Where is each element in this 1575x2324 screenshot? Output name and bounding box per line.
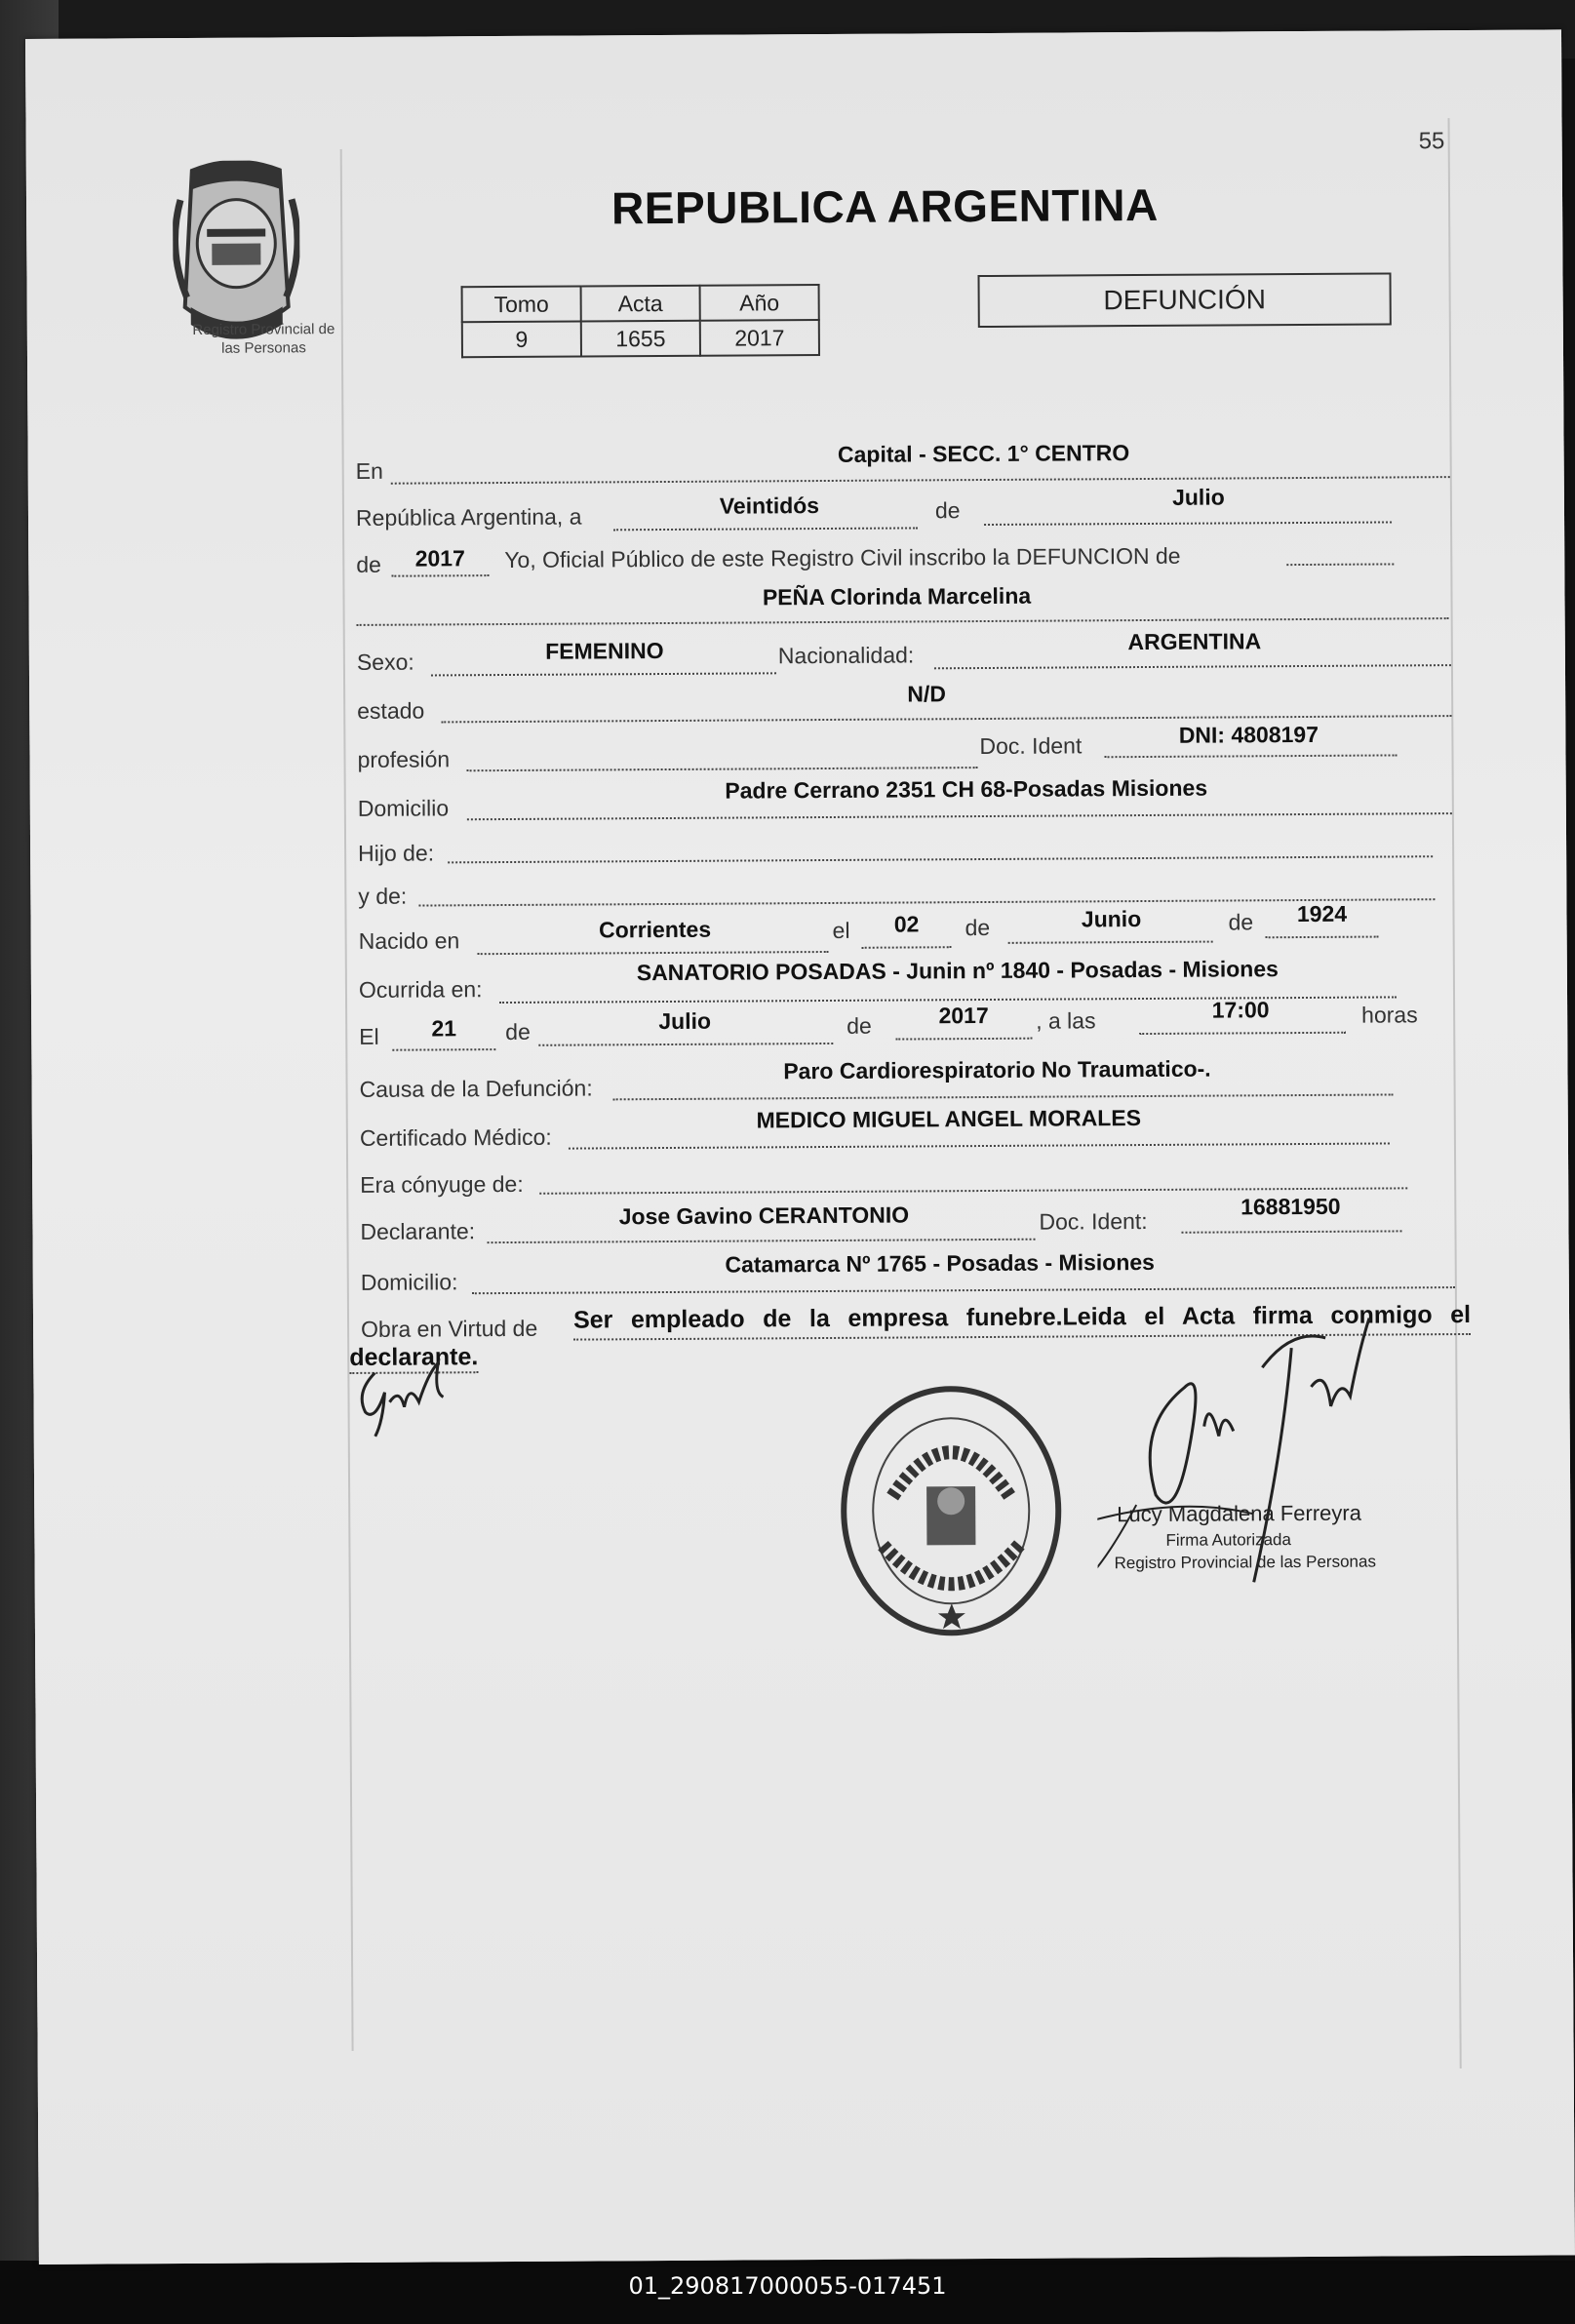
month-value: Julio	[1171, 484, 1225, 510]
official-name: Lucy Magdalena Ferreyra	[1117, 1500, 1362, 1527]
obra-value-continuation: declarante.	[349, 1343, 478, 1374]
record-table	[461, 284, 820, 358]
estado-value: N/D	[907, 681, 947, 707]
acta-header: Acta	[581, 286, 700, 322]
birth-day-value: 02	[893, 911, 920, 937]
death-month-value: Julio	[658, 1007, 712, 1035]
death-day-value: 21	[431, 1015, 457, 1042]
a-las-label: , a las	[1036, 1007, 1096, 1034]
certificado-value: MEDICO MIGUEL ANGEL MORALES	[756, 1105, 1142, 1133]
declarante-value: Jose Gavino CERANTONIO	[618, 1201, 910, 1230]
el-label: el	[832, 917, 850, 943]
handwritten-initials	[355, 1353, 463, 1441]
birth-year-value: 1924	[1296, 900, 1348, 927]
death-de2-label: de	[847, 1012, 872, 1039]
birth-de-label: de	[965, 914, 991, 941]
nacido-en-label: Nacido en	[358, 927, 460, 954]
record-type-box: DEFUNCIÓN	[977, 272, 1391, 328]
inscription-text: Yo, Oficial Público de este Registro Civil inscribo la DEFUNCION de	[504, 542, 1181, 573]
death-year-value: 2017	[938, 1002, 989, 1029]
official-role: Firma Autorizada	[1165, 1530, 1291, 1550]
declarante-doc-label: Doc. Ident:	[1039, 1207, 1148, 1235]
obra-label: Obra en Virtud de	[361, 1315, 538, 1342]
anio-header: Año	[700, 285, 819, 321]
registry-caption: Registro Provincial de las Personas	[192, 321, 335, 357]
death-time-value: 17:00	[1211, 997, 1270, 1023]
causa-value: Paro Cardiorespiratorio No Traumatico-.	[783, 1055, 1211, 1084]
nacionalidad-label: Nacionalidad:	[777, 642, 915, 669]
dni-value: DNI: 4808197	[1178, 721, 1319, 748]
tomo-value: 9	[462, 322, 581, 358]
death-de-label: de	[505, 1018, 531, 1045]
domicilio-declarante-value: Catamarca Nº 1765 - Posadas - Misiones	[725, 1248, 1155, 1278]
registry-stamp	[833, 1378, 1069, 1642]
profesion-label: profesión	[357, 746, 451, 772]
page-number: 55	[1418, 128, 1445, 155]
official-org: Registro Provincial de las Personas	[1114, 1552, 1376, 1573]
en-label: En	[355, 457, 383, 484]
certificado-label: Certificado Médico:	[359, 1123, 552, 1151]
document-title: REPUBLICA ARGENTINA	[610, 178, 1159, 234]
de-label: de	[934, 497, 961, 524]
el-date-label: El	[359, 1023, 379, 1049]
death-place-value: SANATORIO POSADAS - Junin nº 1840 - Posadas - Misiones	[636, 956, 1279, 986]
hijo-de-label: Hijo de:	[358, 840, 435, 866]
estado-label: estado	[357, 697, 425, 724]
declarante-label: Declarante:	[360, 1218, 476, 1244]
deceased-name-value: PEÑA Clorinda Marcelina	[762, 582, 1032, 611]
scan-file-id: 01_290817000055-017451	[628, 2272, 947, 2300]
domicilio-value: Padre Cerrano 2351 CH 68-Posadas Misiones	[725, 774, 1208, 804]
horas-label: horas	[1361, 1002, 1418, 1028]
domicilio-declarante-label: Domicilio:	[360, 1269, 458, 1295]
acta-value: 1655	[581, 321, 700, 357]
birth-de2-label: de	[1228, 909, 1254, 935]
republica-label: República Argentina, a	[355, 503, 582, 531]
tomo-header: Tomo	[462, 287, 581, 323]
certificate-page	[25, 29, 1575, 2265]
ocurrida-en-label: Ocurrida en:	[358, 976, 483, 1003]
doc-ident-label: Doc. Ident	[979, 732, 1083, 760]
anio-value: 2017	[700, 320, 819, 356]
place-value: Capital - SECC. 1° CENTRO	[837, 440, 1130, 467]
birth-month-value: Junio	[1081, 906, 1142, 932]
sexo-label: Sexo:	[356, 649, 414, 675]
nacionalidad-value: ARGENTINA	[1127, 628, 1262, 655]
year-value: 2017	[414, 545, 465, 571]
conyuge-label: Era cónyuge de:	[360, 1170, 524, 1198]
causa-label: Causa de la Defunción:	[359, 1075, 593, 1102]
official-signature	[1096, 1308, 1420, 1622]
obra-value: Ser empleado de la empresa funebre.Leida el Acta firma conmigo el	[573, 1296, 1471, 1341]
de-year-label: de	[356, 551, 381, 577]
birth-place-value: Corrientes	[598, 916, 712, 943]
sexo-value: FEMENINO	[545, 638, 664, 664]
declarante-doc-value: 16881950	[1240, 1193, 1341, 1220]
day-written-value: Veintidós	[719, 492, 820, 519]
y-de-label: y de:	[358, 883, 408, 909]
domicilio-label: Domicilio	[357, 795, 450, 821]
